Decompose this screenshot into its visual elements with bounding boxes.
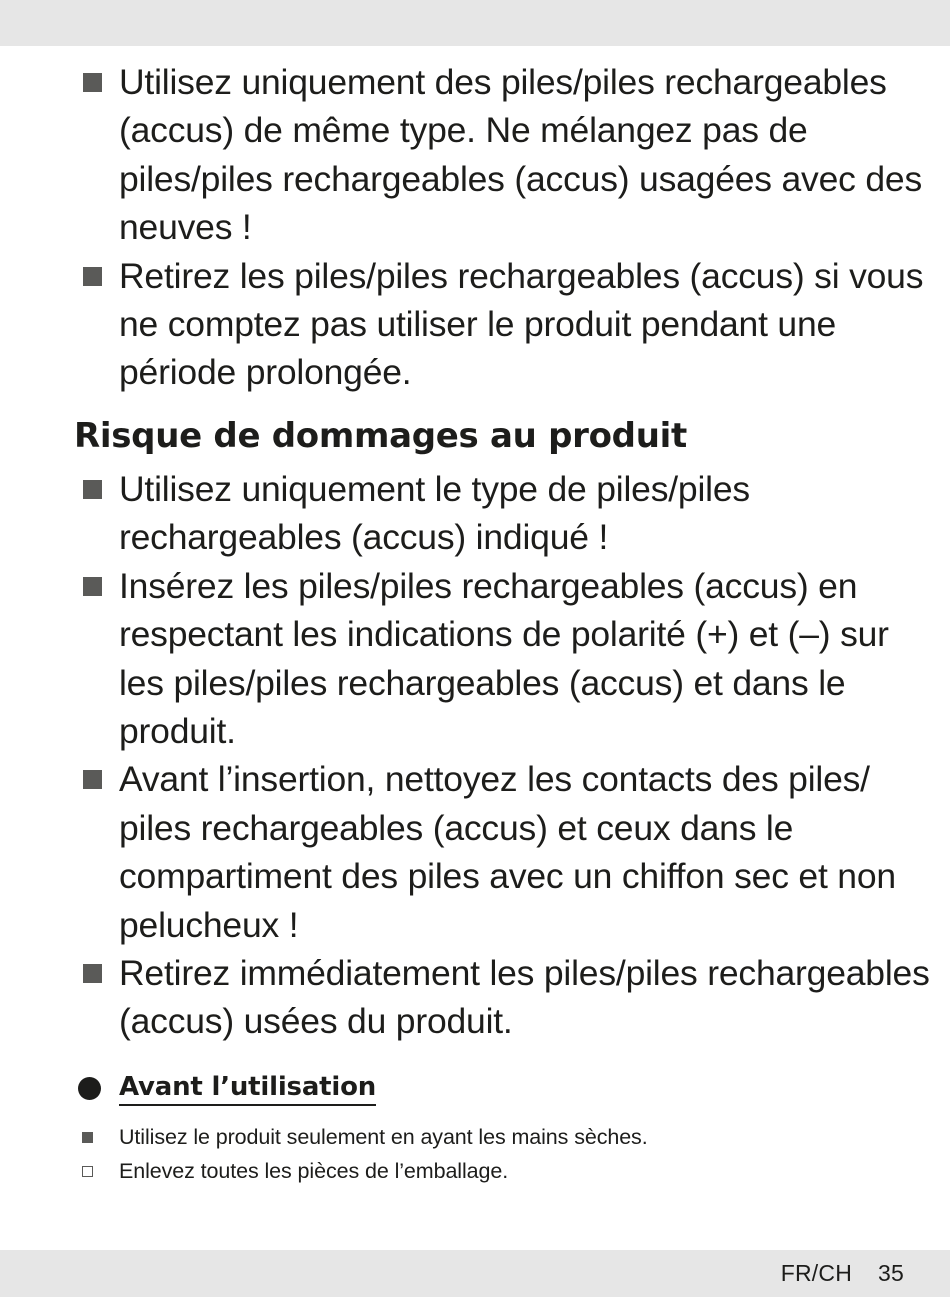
list-item-text: Enlevez toutes les pièces de l’emballage. [119,1159,509,1183]
section-heading-avant [78,1066,376,1110]
page-footer [781,1260,904,1287]
list-item-text: Retirez les piles/piles rechargeables (accus) si vous ne comptez pas utiliser le produit pendant une période prolongée. [119,255,924,393]
warning-list-top [80,58,930,397]
list-item [80,465,930,562]
header-band [0,0,950,46]
square-bullet-icon [83,267,102,286]
page-number: 35 [878,1260,904,1286]
square-bullet-icon [83,73,102,92]
list-item-text: Utilisez uniquement des piles/piles rechargeables (accus) de même type. Ne mélangez pas de piles/piles rechargeables (accus) usagées avec des neuves ! [119,62,922,248]
section-heading-risk: Risque de dommages au produit [74,416,687,456]
risk-list [80,465,930,1046]
list-item [80,949,930,1046]
square-bullet-icon [83,480,102,499]
list-item-text: Insérez les piles/piles rechargeables (accus) en respectant les indications de polarité (+) et (–) sur les piles/piles rechargeables (accus) et dans le produit. [119,565,889,752]
list-item [80,562,930,756]
list-item [80,1154,930,1188]
list-item-text: Retirez immédiatement les piles/piles rechargeables (accus) usées du produit. [119,953,930,1042]
square-bullet-icon [82,1132,93,1143]
list-item [80,1120,930,1154]
footer-region: FR/CH [780,1260,853,1286]
square-bullet-icon [83,770,102,789]
square-bullet-icon [83,964,102,983]
section-title-avant: Avant l’utilisation [119,1071,376,1106]
list-item [80,58,930,252]
list-item [80,755,930,949]
list-item-text: Utilisez uniquement le type de piles/piles rechargeables (accus) indiqué ! [119,469,750,558]
list-item-text: Utilisez le produit seulement en ayant les mains sèches. [119,1125,648,1149]
square-bullet-icon [83,577,102,596]
filled-circle-icon [78,1077,101,1100]
avant-list [80,1120,930,1188]
checkbox-icon [82,1166,93,1177]
list-item [80,252,930,397]
list-item-text: Avant l’insertion, nettoyez les contacts des piles/ piles rechargeables (accus) et ceux dans le compartiment des piles avec un chiffon sec et non pelucheux ! [119,759,896,945]
